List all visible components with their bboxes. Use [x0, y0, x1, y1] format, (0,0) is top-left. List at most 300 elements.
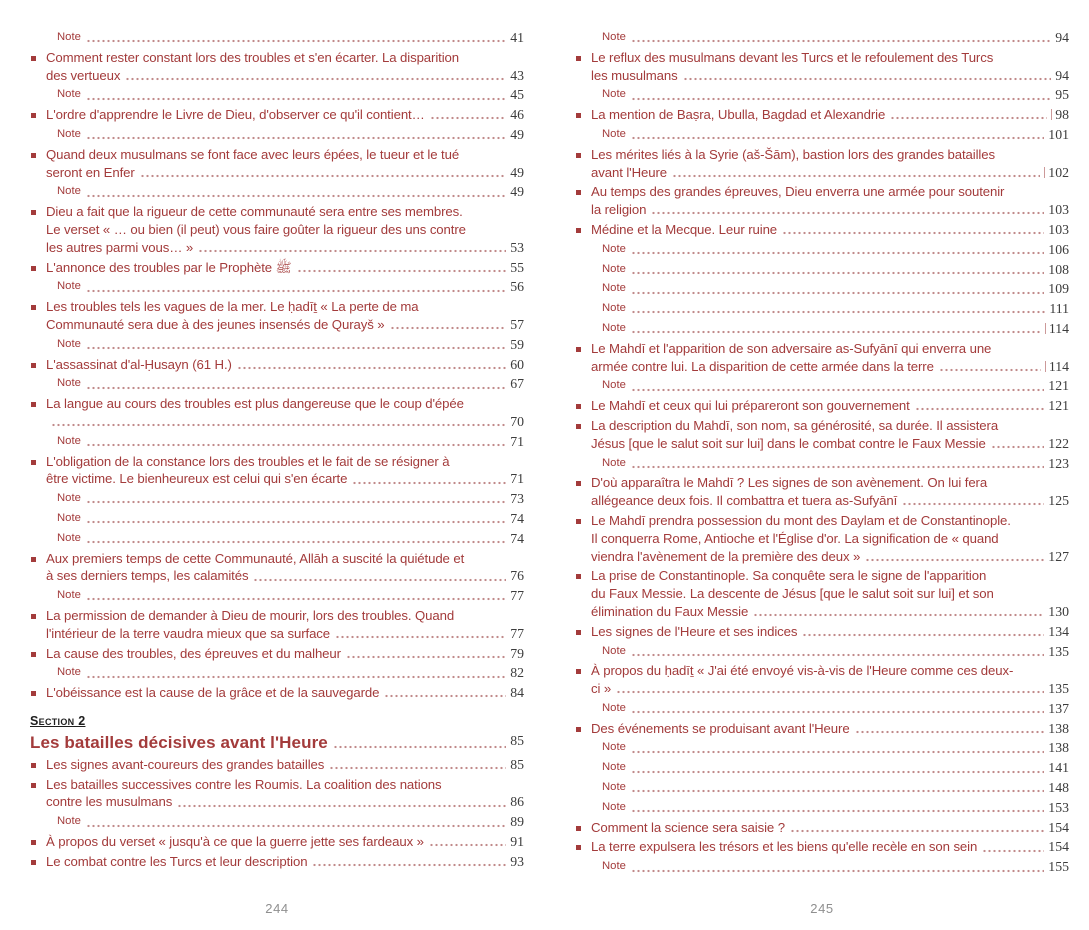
note-label: Note	[57, 815, 81, 828]
leader-dots	[790, 829, 1044, 833]
leader-dots	[297, 269, 507, 273]
toc-entry	[30, 395, 524, 431]
page-ref: 93	[510, 853, 524, 869]
leader-dots	[616, 690, 1044, 694]
leader-dots	[631, 330, 1041, 334]
left-page-footer-number: 244	[265, 901, 289, 916]
bullet-icon	[31, 113, 36, 118]
toc-entry-lastline	[46, 625, 524, 643]
leader-dots	[430, 116, 507, 120]
toc-entry-lastline	[46, 239, 524, 257]
right-page-toc-entries	[575, 29, 1069, 876]
page-ref: 71	[510, 433, 524, 449]
leader-dots	[672, 174, 1040, 178]
note-label: Note	[602, 781, 626, 794]
leader-dots	[631, 97, 1051, 101]
bullet-icon	[576, 845, 581, 850]
page-ref: 153	[1048, 799, 1069, 815]
toc-entry-line: Les troubles tels les vagues de la mer. Le ḥadīṯ « La perte de ma	[46, 299, 419, 315]
page-ref: 106	[1048, 241, 1069, 257]
toc-entry-body	[46, 106, 524, 124]
toc-entry-lastline	[591, 397, 1069, 415]
leader-dots	[631, 750, 1044, 754]
toc-entry-text: élimination du Faux Messie	[591, 603, 749, 619]
bullet-icon	[576, 228, 581, 233]
leader-dots	[390, 326, 507, 330]
toc-note	[30, 375, 524, 393]
bullet-icon	[31, 402, 36, 407]
toc-entry-lastline	[46, 684, 524, 702]
page-ref: 74	[510, 530, 524, 546]
toc-note	[30, 664, 524, 682]
toc-entry-text: Le Mahdī et ceux qui lui prépareront son gouvernement	[591, 398, 910, 414]
page-ref: 125	[1048, 493, 1069, 509]
leader-dots	[991, 445, 1045, 449]
toc-entry	[575, 183, 1069, 219]
toc-entry-body	[46, 853, 524, 871]
note-label: Note	[57, 434, 81, 447]
toc-entry-lastline	[591, 603, 1069, 621]
leader-dots	[384, 694, 506, 698]
toc-entry-line: D'où apparaîtra le Mahdī ? Les signes de son avènement. On lui fera	[591, 475, 988, 491]
toc-entry-lastline	[591, 358, 1069, 376]
bullet-icon	[31, 305, 36, 310]
note-label: Note	[57, 185, 81, 198]
leader-dots	[631, 291, 1044, 295]
note-label: Note	[602, 456, 626, 469]
page-ref: 148	[1048, 780, 1069, 796]
toc-note	[575, 300, 1069, 318]
note-label: Note	[602, 88, 626, 101]
leader-dots	[125, 77, 506, 81]
toc-entry-body	[46, 550, 524, 586]
page-ref: 79	[510, 645, 524, 661]
page-ref: 77	[510, 588, 524, 604]
toc-entry-body	[46, 49, 524, 85]
toc-entry-text: à ses derniers temps, les calamités	[46, 568, 249, 584]
toc-entry-body	[591, 221, 1069, 239]
leader-dots	[631, 136, 1044, 140]
toc-entry-lastline	[46, 793, 524, 811]
toc-entry	[575, 146, 1069, 182]
toc-entry-body	[46, 203, 524, 256]
toc-note	[575, 280, 1069, 298]
toc-entry-body	[46, 684, 524, 702]
toc-note	[575, 377, 1069, 395]
toc-note	[575, 858, 1069, 876]
toc-entry-text: L'assassinat d'al-Ḥusayn (61 H.)	[46, 356, 232, 372]
page-ref: 135	[1048, 681, 1069, 697]
leader-dots	[890, 116, 1047, 120]
leader-dots	[631, 251, 1044, 255]
toc-note	[575, 779, 1069, 797]
toc-entry-lastline	[46, 259, 524, 277]
toc-entry-line: Au temps des grandes épreuves, Dieu enverra une armée pour soutenir	[591, 184, 1005, 200]
leader-dots	[86, 136, 506, 140]
page-ref: 85	[510, 756, 524, 772]
page-ref: 114	[1045, 320, 1069, 338]
left-page	[30, 27, 524, 871]
toc-entry-line: Le reflux des musulmans devant les Turcs et le refoulement des Turcs	[591, 49, 994, 65]
toc-entry-line: La langue au cours des troubles est plus dangereuse que le coup d'épée	[46, 396, 464, 412]
right-page	[575, 27, 1069, 876]
toc-entry-line: Les batailles successives contre les Roumis. La coalition des nations	[46, 776, 442, 792]
toc-entry-lastline	[46, 833, 524, 851]
toc-entry-text: armée contre lui. La disparition de cette armée dans la terre	[591, 358, 934, 374]
toc-note	[575, 643, 1069, 661]
page-ref: 95	[1055, 87, 1069, 103]
note-label: Note	[57, 589, 81, 602]
bullet-icon	[31, 652, 36, 657]
toc-entry	[30, 776, 524, 812]
toc-entry	[30, 259, 524, 277]
leader-dots	[902, 502, 1044, 506]
toc-entry-body	[46, 645, 524, 663]
leader-dots	[86, 540, 506, 544]
note-label: Note	[602, 262, 626, 275]
bullet-icon	[31, 763, 36, 768]
toc-entry-text: ci »	[591, 681, 612, 697]
toc-note	[30, 336, 524, 354]
page-ref: 86	[510, 794, 524, 810]
note-label: Note	[602, 701, 626, 714]
left-page-toc-entries	[30, 29, 524, 871]
section-title	[30, 732, 524, 754]
leader-dots	[333, 745, 506, 749]
toc-entry	[575, 819, 1069, 837]
toc-note	[575, 739, 1069, 757]
leader-dots	[51, 423, 506, 427]
note-label: Note	[602, 31, 626, 43]
toc-entry-body	[591, 49, 1069, 85]
toc-note	[30, 490, 524, 508]
leader-dots	[237, 366, 506, 370]
toc-note	[575, 700, 1069, 718]
toc-entry	[30, 607, 524, 643]
toc-entry-text: viendra l'avènement de la première des deux »	[591, 548, 861, 564]
toc-entry-line: À propos du ḥadīṯ « J'ai été envoyé vis-à-vis de l'Heure comme ces deux-	[591, 663, 1014, 679]
page-ref: 74	[510, 510, 524, 526]
toc-entry-line: La prise de Constantinople. Sa conquête sera le signe de l'apparition	[591, 568, 987, 584]
toc-entry-line: du Faux Messie. La descente de Jésus [que le salut soit sur lui] et son	[591, 586, 994, 602]
toc-entry	[30, 49, 524, 85]
toc-entry-lastline	[46, 645, 524, 663]
leader-dots	[86, 675, 506, 679]
leader-dots	[855, 730, 1045, 734]
page-ref: 134	[1048, 623, 1069, 639]
page-ref: 141	[1048, 760, 1069, 776]
toc-entry-text: L'obéissance est la cause de la grâce et de la sauvegarde	[46, 685, 380, 701]
page-ref: 82	[510, 665, 524, 681]
toc-entry-text: Comment la science sera saisie ?	[591, 819, 785, 835]
toc-entry	[30, 356, 524, 374]
toc-note	[30, 183, 524, 201]
note-label: Note	[602, 379, 626, 392]
leader-dots	[86, 289, 506, 293]
toc-note	[575, 320, 1069, 338]
bullet-icon	[576, 481, 581, 486]
leader-dots	[335, 635, 506, 639]
note-label: Note	[57, 280, 81, 293]
leader-dots	[86, 597, 506, 601]
toc-entry-line: La permission de demander à Dieu de mourir, lors des troubles. Quand	[46, 607, 455, 623]
toc-entry-text: des vertueux	[46, 67, 121, 83]
toc-entry-lastline	[46, 67, 524, 85]
toc-entry-lastline	[591, 164, 1069, 182]
toc-entry-body	[46, 356, 524, 374]
toc-entry-body	[46, 298, 524, 334]
toc-entry-body	[591, 662, 1069, 698]
note-label: Note	[602, 242, 626, 255]
bullet-icon	[31, 614, 36, 619]
bullet-icon	[31, 210, 36, 215]
toc-entry	[30, 684, 524, 702]
page-ref: 73	[510, 491, 524, 507]
toc-entry-lastline	[46, 756, 524, 774]
page-ref: 123	[1048, 455, 1069, 471]
toc-entry	[575, 838, 1069, 856]
toc-entry-text: Des événements se produisant avant l'Heure	[591, 720, 850, 736]
note-label: Note	[602, 302, 626, 315]
toc-entry-lastline	[46, 470, 524, 488]
toc-entry-line: L'obligation de la constance lors des troubles et le fait de se résigner à	[46, 453, 450, 469]
page-ref: 138	[1048, 740, 1069, 756]
toc-note	[575, 29, 1069, 47]
toc-entry-text: seront en Enfer	[46, 164, 135, 180]
page-ref: 127	[1048, 548, 1069, 564]
toc-note	[30, 86, 524, 104]
toc-entry-text: Les signes avant-coureurs des grandes batailles	[46, 756, 325, 772]
toc-entry-lastline	[46, 853, 524, 871]
leader-dots	[253, 578, 506, 582]
toc-entry-lastline	[46, 106, 524, 124]
note-label: Note	[602, 860, 626, 873]
page-ref: 114	[1045, 358, 1069, 376]
leader-dots	[346, 655, 506, 659]
toc-entry-lastline	[591, 435, 1069, 453]
toc-entry-body	[591, 417, 1069, 453]
toc-entry-body	[46, 395, 524, 431]
bullet-icon	[576, 153, 581, 158]
note-label: Note	[602, 644, 626, 657]
toc-entry-body	[591, 623, 1069, 641]
toc-entry-line: Il conquerra Rome, Antioche et l'Église d'or. La signification de « quand	[591, 530, 999, 546]
note-label: Note	[57, 492, 81, 505]
toc-entry-text: Communauté sera due à des jeunes insensés de Qurayš »	[46, 316, 385, 332]
leader-dots	[865, 558, 1044, 562]
toc-entry-line: Quand deux musulmans se font face avec leurs épées, le tueur et le tué	[46, 146, 460, 162]
leader-dots	[631, 710, 1044, 714]
toc-entry-line: Comment rester constant lors des troubles et s'en écarter. La disparition	[46, 49, 460, 65]
toc-entry-body	[591, 819, 1069, 837]
page-ref: 59	[510, 336, 524, 352]
page-ref: 49	[510, 184, 524, 200]
toc-entry-body	[591, 567, 1069, 620]
toc-entry-body	[591, 512, 1069, 565]
note-label: Note	[602, 127, 626, 140]
leader-dots	[86, 443, 506, 447]
toc-note	[30, 587, 524, 605]
toc-entry	[30, 833, 524, 851]
page-ref: 98	[1051, 106, 1069, 124]
toc-entry	[30, 453, 524, 489]
toc-entry-line: Aux premiers temps de cette Communauté, Allāh a suscité la quiétude et	[46, 550, 465, 566]
toc-entry-lastline	[591, 623, 1069, 641]
toc-note	[575, 799, 1069, 817]
bullet-icon	[576, 669, 581, 674]
toc-note	[575, 86, 1069, 104]
toc-entry	[575, 49, 1069, 85]
leader-dots	[631, 465, 1044, 469]
section-label: Section 2	[30, 713, 86, 728]
leader-dots	[86, 520, 506, 524]
leader-dots	[352, 481, 506, 485]
bullet-icon	[31, 840, 36, 845]
toc-entry-text: l'intérieur de la terre vaudra mieux que sa surface	[46, 625, 331, 641]
leader-dots	[651, 211, 1044, 215]
page-ref: 103	[1048, 202, 1069, 218]
leader-dots	[631, 653, 1044, 657]
toc-note	[30, 278, 524, 296]
toc-entry-body	[46, 453, 524, 489]
toc-entry-lastline	[46, 164, 524, 182]
page-ref: 109	[1048, 281, 1069, 297]
toc-entry-line: Les mérites liés à la Syrie (aš-Šām), bastion lors des grandes batailles	[591, 146, 995, 162]
page-ref: 76	[510, 568, 524, 584]
leader-dots	[86, 97, 506, 101]
toc-entry-body	[46, 607, 524, 643]
toc-entry-lastline	[591, 492, 1069, 510]
toc-note	[30, 433, 524, 451]
leader-dots	[429, 843, 506, 847]
leader-dots	[198, 249, 506, 253]
toc-entry-lastline	[46, 567, 524, 585]
bullet-icon	[31, 557, 36, 562]
toc-entry-lastline	[591, 221, 1069, 239]
page-ref: 155	[1048, 859, 1069, 875]
leader-dots	[631, 39, 1051, 43]
toc-note	[575, 126, 1069, 144]
leader-dots	[802, 633, 1044, 637]
leader-dots	[631, 271, 1044, 275]
toc-entry	[575, 106, 1069, 124]
toc-entry-line: Dieu a fait que la rigueur de cette communauté sera entre ses membres.	[46, 204, 463, 220]
toc-note	[575, 241, 1069, 259]
bullet-icon	[576, 56, 581, 61]
leader-dots	[177, 804, 506, 808]
page-ref: 121	[1048, 378, 1069, 394]
toc-entry-line: La description du Mahdī, son nom, sa générosité, sa durée. Il assistera	[591, 417, 999, 433]
toc-entry-lastline	[591, 106, 1069, 124]
leader-dots	[86, 194, 506, 198]
toc-entry-body	[591, 474, 1069, 510]
toc-entry-text: Médine et la Mecque. Leur ruine	[591, 221, 778, 237]
toc-entry-text: Jésus [que le salut soit sur lui] dans le combat contre le Faux Messie	[591, 435, 986, 451]
note-label: Note	[57, 337, 81, 350]
toc-entry-text: être victime. Le bienheureux est celui qui s'en écarte	[46, 471, 348, 487]
page-ref: 122	[1048, 435, 1069, 451]
note-label: Note	[57, 88, 81, 101]
toc-entry-text: La mention de Baṣra, Ubulla, Bagdad et Alexandrie	[591, 107, 886, 123]
page-ref: 130	[1048, 603, 1069, 619]
leader-dots	[631, 809, 1044, 813]
toc-entry-body	[591, 340, 1069, 376]
toc-entry-lastline	[591, 680, 1069, 698]
leader-dots	[329, 766, 506, 770]
toc-note	[575, 261, 1069, 279]
toc-note	[30, 510, 524, 528]
note-label: Note	[602, 282, 626, 295]
leader-dots	[312, 863, 506, 867]
note-label: Note	[602, 761, 626, 774]
toc-entry-body	[591, 720, 1069, 738]
page-ref: 57	[510, 316, 524, 332]
toc-entry-line: Le Mahdī prendra possession du mont des Daylam et de Constantinople.	[591, 512, 1011, 528]
toc-entry-text: L'ordre d'apprendre le Livre de Dieu, d'observer ce qu'il contient…	[46, 107, 425, 123]
leader-dots	[631, 770, 1044, 774]
page-ref: 94	[1055, 67, 1069, 83]
leader-dots	[631, 869, 1044, 873]
toc-entry-body	[591, 146, 1069, 182]
note-label: Note	[57, 31, 81, 43]
bullet-icon	[31, 266, 36, 271]
page-ref: 85	[510, 732, 524, 748]
leader-dots	[631, 310, 1045, 314]
bullet-icon	[31, 153, 36, 158]
toc-entry-body	[591, 183, 1069, 219]
bullet-icon	[576, 519, 581, 524]
page-ref: 138	[1048, 720, 1069, 736]
page-ref: 43	[510, 67, 524, 83]
toc-entry	[575, 512, 1069, 565]
bullet-icon	[31, 691, 36, 696]
toc-entry-lastline	[591, 67, 1069, 85]
toc-entry	[575, 221, 1069, 239]
page-ref: 60	[510, 356, 524, 372]
page-ref: 121	[1048, 398, 1069, 414]
leader-dots	[86, 39, 506, 43]
toc-entry	[30, 298, 524, 334]
toc-entry-lastline	[46, 356, 524, 374]
page-ref: 49	[510, 126, 524, 142]
leader-dots	[753, 613, 1044, 617]
page-ref: 70	[510, 413, 524, 429]
toc-note	[30, 530, 524, 548]
toc-entry-text: L'annonce des troubles par le Prophète ﷺ	[46, 259, 292, 275]
toc-entry-lastline	[591, 838, 1069, 856]
bullet-icon	[31, 860, 36, 865]
leader-dots	[86, 386, 506, 390]
page-ref: 55	[510, 259, 524, 275]
leader-dots	[631, 388, 1044, 392]
toc-entry-text: contre les musulmans	[46, 794, 173, 810]
bullet-icon	[576, 404, 581, 409]
toc-entry-body	[591, 838, 1069, 856]
note-label: Note	[57, 511, 81, 524]
toc-entry-lastline	[591, 548, 1069, 566]
page-ref: 49	[510, 164, 524, 180]
toc-entry	[30, 853, 524, 871]
toc-entry-text: Le combat contre les Turcs et leur description	[46, 853, 308, 869]
bullet-icon	[31, 783, 36, 788]
toc-note	[30, 29, 524, 47]
note-label: Note	[57, 377, 81, 390]
leader-dots	[140, 174, 507, 178]
toc-entry	[575, 474, 1069, 510]
toc-entry-text: allégeance deux fois. Il combattra et tuera as-Sufyānī	[591, 493, 898, 509]
page-ref: 46	[510, 107, 524, 123]
toc-entry-body	[591, 106, 1069, 124]
